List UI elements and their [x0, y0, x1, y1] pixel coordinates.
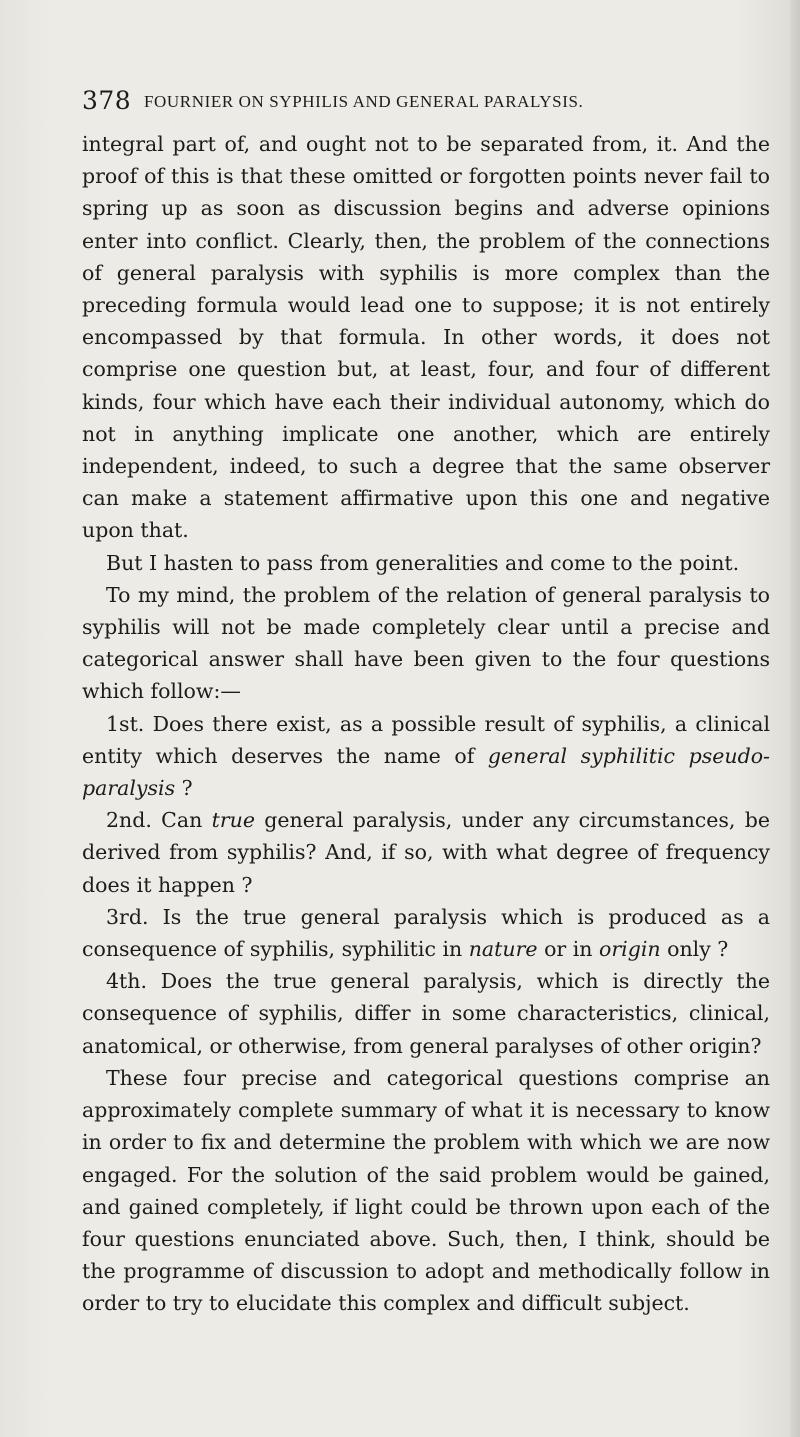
- question-1-italic: general syphilitic pseudo-paralysis: [82, 743, 770, 801]
- paragraph-problem-statement: To my mind, the problem of the relation of general paralysis to syphilis will not be made completely clear until a precise and categorical answer shall have been given to the four questions which follow:—: [82, 582, 770, 704]
- question-3-end: only ?: [660, 937, 729, 962]
- body-text: [82, 128, 770, 1320]
- question-2-text: 2nd. Can: [106, 808, 212, 833]
- page-edge: [790, 0, 800, 1437]
- page-number: 378: [82, 86, 132, 115]
- question-3-italic-origin: origin: [599, 937, 661, 962]
- paragraph-transition: But I hasten to pass from generalities and come to the point.: [106, 550, 740, 575]
- page-header: [82, 86, 722, 120]
- question-2-end: general paralysis, under any circumstances, be derived from syphilis? And, if so, with what degree of frequency does it happen ?: [82, 808, 770, 897]
- question-2-italic: true: [211, 808, 255, 833]
- question-3-italic-nature: nature: [468, 937, 538, 962]
- running-head: FOURNIER ON SYPHILIS AND GENERAL PARALYSIS.: [144, 92, 584, 111]
- question-1-text: 1st. Does there exist, as a possible result of syphilis, a clinical entity which deserves the name of: [82, 711, 770, 768]
- question-4: 4th. Does the true general paralysis, which is directly the consequence of syphilis, differ in some characteristics, clinical, anatomical, or otherwise, from general paralyses of other origin?: [82, 969, 770, 1058]
- question-2: [82, 804, 770, 901]
- question-3: [82, 901, 770, 965]
- question-3-middle: or in: [537, 937, 599, 962]
- paragraph-continuation: integral part of, and ought not to be separated from, it. And the proof of this is that these omitted or forgotten points never fail to spring up as soon as discussion begins and adverse opinions enter into conflict. Clearly, then, the problem of the connections of general paralysis with syphilis is more complex than the preceding formula would lead one to suppose; it is not entirely encompassed by that formula. In other words, it does not comprise one question but, at least, four, and four of different kinds, four which have each their individual autonomy, which do not in anything implicate one another, which are entirely independent, indeed, to such a degree that the same observer can make a statement affirmative upon this one and negative upon that.: [82, 132, 770, 543]
- question-1-end: ?: [175, 776, 193, 801]
- question-1: [82, 708, 770, 805]
- question-3-text: 3rd. Is the true general paralysis which is produced as a consequence of syphilis, syphilitic in: [82, 904, 770, 962]
- paragraph-conclusion: These four precise and categorical questions comprise an approximately complete summary of what it is necessary to know in order to fix and determine the problem with which we are now engaged. For the solution of the said problem would be gained, and gained completely, if light could be thrown upon each of the four questions enunciated above. Such, then, I think, should be the programme of discussion to adopt and methodically follow in order to try to elucidate this complex and difficult subject.: [82, 1065, 770, 1316]
